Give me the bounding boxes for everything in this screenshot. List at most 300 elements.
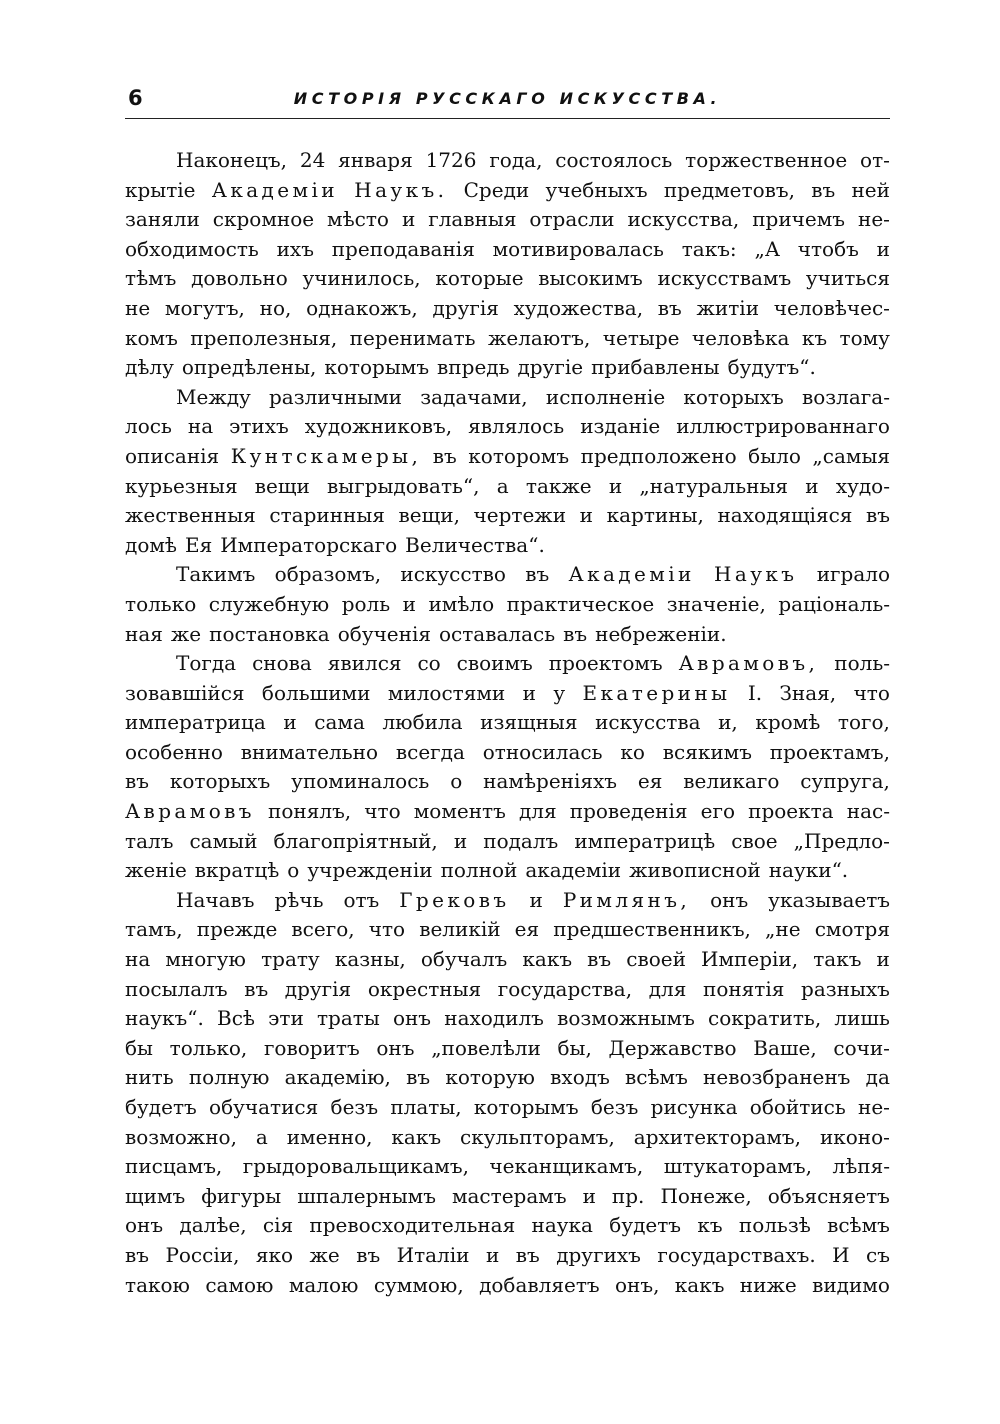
word: учиться <box>805 266 890 291</box>
word: чеканщикамъ, <box>489 1154 644 1179</box>
word: И <box>832 1242 850 1267</box>
word: четыре <box>602 325 680 350</box>
word: онъ <box>376 1035 415 1060</box>
word: и <box>522 680 536 705</box>
word: въ <box>587 947 612 972</box>
word: лѣпя- <box>832 1154 890 1179</box>
text-line <box>125 1152 890 1182</box>
word: ея <box>514 917 540 942</box>
word: искусства, <box>627 207 740 232</box>
word: въ <box>356 1242 381 1267</box>
word: и <box>529 887 543 912</box>
word: самый <box>189 828 258 853</box>
word: казны, <box>334 947 406 972</box>
text-line <box>125 531 890 561</box>
word: Величества“. <box>405 532 545 557</box>
word: прежде <box>196 917 278 942</box>
word: Италіи <box>396 1242 470 1267</box>
word: особенно <box>125 739 223 764</box>
word: курьезныя <box>125 473 238 498</box>
word: только <box>125 591 197 616</box>
word: своимъ <box>456 651 533 676</box>
word: роль <box>341 591 391 616</box>
word: наукъ“. <box>125 1006 204 1031</box>
word: зовавшійся <box>125 680 245 705</box>
word: вещи, <box>398 503 460 528</box>
text-line <box>125 1004 890 1034</box>
word: великаго <box>683 769 780 794</box>
word: изящныя <box>480 710 578 735</box>
word: къ <box>697 1213 723 1238</box>
text-line <box>125 235 890 265</box>
word: да <box>865 1065 890 1090</box>
word: живописной <box>629 858 761 883</box>
word: Такимъ <box>176 562 256 587</box>
word: года, <box>489 148 543 172</box>
text-line <box>125 1241 890 1271</box>
word: картины, <box>606 503 704 528</box>
word: кромѣ <box>755 710 821 735</box>
word: ихъ <box>276 236 314 261</box>
word: изданіе <box>580 414 661 439</box>
word: нить <box>125 1065 174 1090</box>
word: ко <box>620 739 645 764</box>
word: обойтись <box>749 1095 846 1119</box>
word: „самыя <box>812 443 890 468</box>
text-line <box>125 1123 890 1153</box>
word: дѣлу <box>125 355 174 380</box>
word: писцамъ, <box>125 1154 223 1179</box>
running-title: ИСТОРІЯ РУССКАГО ИСКУССТВА. <box>293 89 722 108</box>
word: „не <box>765 917 801 942</box>
word: мастерамъ <box>451 1183 567 1208</box>
word: состоялось <box>555 148 673 172</box>
word: обучатися <box>209 1095 319 1119</box>
word: на <box>187 414 214 439</box>
word: же <box>170 621 202 646</box>
word: 24 <box>299 148 326 172</box>
text-body <box>125 146 890 1300</box>
word: такъ: <box>681 236 737 261</box>
word: другіе <box>517 355 584 380</box>
text-line <box>125 1271 890 1301</box>
word: человѣка <box>691 325 790 350</box>
word: „повелѣли <box>431 1035 541 1060</box>
word: съ <box>866 1242 890 1267</box>
text-line <box>125 827 890 857</box>
word: „натуральныя <box>639 473 789 498</box>
text-line <box>125 767 890 797</box>
word: какъ <box>674 1272 725 1297</box>
running-head <box>125 84 890 114</box>
word: со <box>417 651 441 676</box>
text-line <box>125 886 890 916</box>
word: мѣсто <box>327 207 389 232</box>
word: Ваше, <box>753 1035 817 1060</box>
word: и <box>876 947 890 972</box>
word: для <box>518 799 557 824</box>
word: Среди <box>463 177 530 202</box>
spaced-word: Екатерины <box>582 680 731 705</box>
text-line <box>125 1034 890 1064</box>
word: служебную <box>208 591 330 616</box>
word: также <box>525 473 592 498</box>
spaced-word: Академіи <box>568 562 695 587</box>
spaced-word: Наукъ. <box>354 177 448 202</box>
word: онъ <box>710 887 749 912</box>
word: значеніе, <box>666 591 766 616</box>
word: которую <box>445 1065 535 1090</box>
word: архитекторамъ, <box>633 1124 802 1149</box>
word: Зная, <box>779 680 837 705</box>
word: вещи <box>254 473 310 498</box>
word: тому <box>839 325 890 350</box>
word: Всѣ <box>217 1006 255 1031</box>
text-line <box>125 442 890 472</box>
word: будетъ <box>609 1213 682 1238</box>
word: академію, <box>284 1065 391 1090</box>
word: мотивировалась <box>492 236 664 261</box>
word: образомъ, <box>274 562 382 587</box>
word: понялъ, <box>268 799 352 824</box>
word: такою <box>125 1272 190 1297</box>
word: талъ <box>125 828 174 853</box>
word: человѣчес- <box>773 295 890 320</box>
word: прибавлены <box>591 355 720 380</box>
word: другихъ <box>556 1242 641 1267</box>
word: бы <box>125 1035 153 1060</box>
word: иконо- <box>819 1124 890 1149</box>
word: яко <box>255 1242 294 1267</box>
word: далѣе, <box>179 1213 247 1238</box>
word: художниковъ, <box>304 414 453 439</box>
word: онъ, <box>614 1272 660 1297</box>
word: будутъ“. <box>727 355 816 380</box>
word: въ <box>657 295 682 320</box>
word: заняли <box>125 207 200 232</box>
word: I. <box>747 680 763 705</box>
text-line <box>125 412 890 442</box>
word: императрица <box>125 710 266 735</box>
word: въ <box>432 443 457 468</box>
word: у <box>553 680 566 705</box>
word: тѣмъ <box>125 266 177 291</box>
word: крытіе <box>125 177 196 202</box>
word: намѣреніяхъ <box>483 769 618 794</box>
word: о <box>287 858 300 883</box>
word: бы, <box>557 1035 592 1060</box>
text-line <box>125 797 890 827</box>
word: пр. <box>611 1183 645 1208</box>
word: не- <box>858 1095 890 1119</box>
word: 1726 <box>425 148 477 172</box>
word: иллюстрированнаго <box>676 414 890 439</box>
word: эти <box>268 1006 304 1031</box>
word: милостями <box>387 680 506 705</box>
word: и <box>876 236 890 261</box>
word: тамъ, <box>125 917 183 942</box>
word: но, <box>259 295 292 320</box>
word: практическое <box>506 591 655 616</box>
text-line <box>125 975 890 1005</box>
word: государствахъ. <box>657 1242 816 1267</box>
word: какъ <box>522 947 573 972</box>
word: скульпторамъ, <box>460 1124 615 1149</box>
word: Наконецъ, <box>176 148 288 172</box>
word: невозбраненъ <box>703 1065 851 1090</box>
word: Между <box>176 384 251 409</box>
text-line <box>125 294 890 324</box>
word: въ <box>244 976 269 1001</box>
word: было <box>748 443 801 468</box>
text-line <box>125 1063 890 1093</box>
word: и <box>485 1242 500 1267</box>
word: которыхъ <box>683 384 784 409</box>
word: онъ <box>125 1213 164 1238</box>
spaced-word: Академіи <box>211 177 338 202</box>
word: и <box>608 473 623 498</box>
word: вкратцѣ <box>194 858 280 883</box>
word: проведенія <box>569 799 688 824</box>
word: о <box>450 769 463 794</box>
word: торжественное <box>685 148 848 172</box>
word: обходимость <box>125 236 259 261</box>
word: описанія <box>125 443 220 468</box>
word: наука <box>531 1213 593 1238</box>
text-line <box>125 501 890 531</box>
word: говоритъ <box>263 1035 360 1060</box>
header-rule <box>125 118 890 119</box>
word: что <box>853 680 890 705</box>
word: однакожъ, <box>306 295 418 320</box>
word: превосходительная <box>309 1213 516 1238</box>
word: опредѣлены, <box>181 355 317 380</box>
word: къ <box>801 325 828 350</box>
text-line <box>125 324 890 354</box>
word: ниже <box>739 1272 797 1297</box>
word: добавляетъ <box>479 1272 600 1297</box>
word: от- <box>860 148 890 172</box>
text-line <box>125 915 890 945</box>
text-line <box>125 708 890 738</box>
word: полной <box>440 858 518 883</box>
text-line <box>125 176 890 206</box>
word: траты <box>316 1006 380 1031</box>
word: и <box>453 828 468 853</box>
word: отъ <box>343 887 380 912</box>
word: худо- <box>835 473 890 498</box>
word: другія <box>284 976 352 1001</box>
text-line <box>125 590 890 620</box>
text-line <box>125 1211 890 1241</box>
spaced-word: Наукъ <box>714 562 798 587</box>
word: довольно <box>191 266 288 291</box>
word: предположено <box>580 443 737 468</box>
word: всякимъ <box>662 739 752 764</box>
word: онъ <box>392 1006 432 1031</box>
word: разныхъ <box>801 976 890 1001</box>
word: различными <box>268 384 403 409</box>
word: чертежи <box>473 503 567 528</box>
word: платы, <box>390 1095 462 1119</box>
word: для <box>648 976 687 1001</box>
word: Начавъ <box>176 887 255 912</box>
word: и <box>805 473 819 498</box>
word: Понеже, <box>660 1183 752 1208</box>
word: домѣ <box>125 532 177 557</box>
word: обучалъ <box>420 947 508 972</box>
word: ней <box>851 177 890 202</box>
word: на <box>125 947 151 972</box>
word: всѣмъ <box>625 1065 688 1090</box>
word: которымъ <box>324 355 430 380</box>
word: нас- <box>846 799 890 824</box>
word: скромное <box>212 207 315 232</box>
text-line <box>125 620 890 650</box>
word: императрицѣ <box>574 828 716 853</box>
word: что <box>364 799 401 824</box>
word: находящіяся <box>717 503 853 528</box>
text-line <box>125 1182 890 1212</box>
word: рисунка <box>650 1095 738 1119</box>
word: академіи <box>525 858 622 883</box>
word: житіи <box>696 295 760 320</box>
word: имѣло <box>428 591 495 616</box>
word: женіе <box>125 858 187 883</box>
word: безъ <box>590 1095 639 1119</box>
word: смотря <box>814 917 890 942</box>
word: большими <box>261 680 371 705</box>
word: какъ <box>391 1124 442 1149</box>
word: всего, <box>291 917 355 942</box>
word: безъ <box>330 1095 379 1119</box>
word: своей <box>626 947 686 972</box>
word: учинилось, <box>302 266 421 291</box>
word: могутъ, <box>164 295 245 320</box>
word: являлось <box>468 414 565 439</box>
text-line <box>125 264 890 294</box>
word: пользѣ <box>738 1213 811 1238</box>
word: перенимать <box>349 325 476 350</box>
text-line <box>125 738 890 768</box>
word: въ <box>866 503 890 528</box>
word: и, <box>718 710 738 735</box>
word: въ <box>563 621 588 646</box>
word: играло <box>816 562 890 587</box>
word: сократить, <box>708 1006 822 1031</box>
word: штукаторамъ, <box>663 1154 813 1179</box>
word: объясняетъ <box>767 1183 890 1208</box>
spaced-word: Аврамовъ, <box>678 651 819 676</box>
word: только, <box>169 1035 248 1060</box>
word: не <box>125 295 151 320</box>
word: небреженіи. <box>595 621 727 646</box>
word: и <box>402 591 416 616</box>
word: учрежденіи <box>307 858 433 883</box>
word: всегда <box>395 739 465 764</box>
word: полную <box>188 1065 270 1090</box>
word: проектамъ, <box>769 739 890 764</box>
word: учебныхъ <box>545 177 648 202</box>
word: такъ <box>813 947 862 972</box>
word: Тогда <box>176 651 237 676</box>
word: посылалъ <box>125 976 228 1001</box>
word: а <box>496 473 509 498</box>
word: поль- <box>834 651 890 676</box>
word: старинныя <box>269 503 385 528</box>
word: высокимъ <box>538 266 643 291</box>
word: которые <box>435 266 524 291</box>
word: возлага- <box>801 384 890 409</box>
word: и <box>283 710 297 735</box>
word: снова <box>252 651 312 676</box>
word: именно, <box>286 1124 373 1149</box>
word: Россіи, <box>165 1242 240 1267</box>
word: преподаванія <box>331 236 475 261</box>
word: предметовъ, <box>663 177 795 202</box>
word: будетъ <box>125 1095 197 1119</box>
word: трату <box>261 947 320 972</box>
word: въ <box>125 1242 149 1267</box>
word: Императорскаго <box>220 532 398 557</box>
word: возможно, <box>125 1124 237 1149</box>
word: лишь <box>834 1006 890 1031</box>
word: искусства <box>595 710 701 735</box>
word: щимъ <box>125 1183 186 1208</box>
text-line <box>125 383 890 413</box>
word: въ <box>515 1242 540 1267</box>
word: лось <box>125 414 172 439</box>
word: возможнымъ <box>557 1006 695 1031</box>
word: въ <box>525 562 550 587</box>
text-line <box>125 560 890 590</box>
word: относилась <box>482 739 603 764</box>
word: самою <box>205 1272 274 1297</box>
word: государства, <box>497 976 633 1001</box>
word: супруга, <box>800 769 890 794</box>
word: рѣчь <box>274 887 324 912</box>
word: художества, <box>513 295 644 320</box>
spaced-word: Римлянъ, <box>562 887 691 912</box>
word: чтобъ <box>797 236 859 261</box>
word: фигуры <box>201 1183 282 1208</box>
word: искусство <box>400 562 506 587</box>
word: видимо <box>812 1272 890 1297</box>
spaced-word: Кунтскамеры, <box>230 443 422 468</box>
word: ея <box>637 769 663 794</box>
word: понятія <box>702 976 785 1001</box>
word: того, <box>837 710 890 735</box>
word: упоминалось <box>291 769 430 794</box>
word: что <box>368 917 406 942</box>
word: сія <box>262 1213 294 1238</box>
word: а <box>255 1124 268 1149</box>
word: его <box>700 799 735 824</box>
word: и <box>401 207 416 232</box>
page-number: 6 <box>128 86 143 110</box>
word: выгрыдовать“, <box>327 473 480 498</box>
text-line <box>125 1093 890 1123</box>
word: Имперіи, <box>701 947 799 972</box>
word: явился <box>327 651 402 676</box>
text-line <box>125 856 890 886</box>
text-line <box>125 472 890 502</box>
word: проекта <box>748 799 834 824</box>
word: окрестныя <box>367 976 482 1001</box>
word: входъ <box>550 1065 610 1090</box>
word: которомъ <box>468 443 570 468</box>
word: обученія <box>337 621 431 646</box>
